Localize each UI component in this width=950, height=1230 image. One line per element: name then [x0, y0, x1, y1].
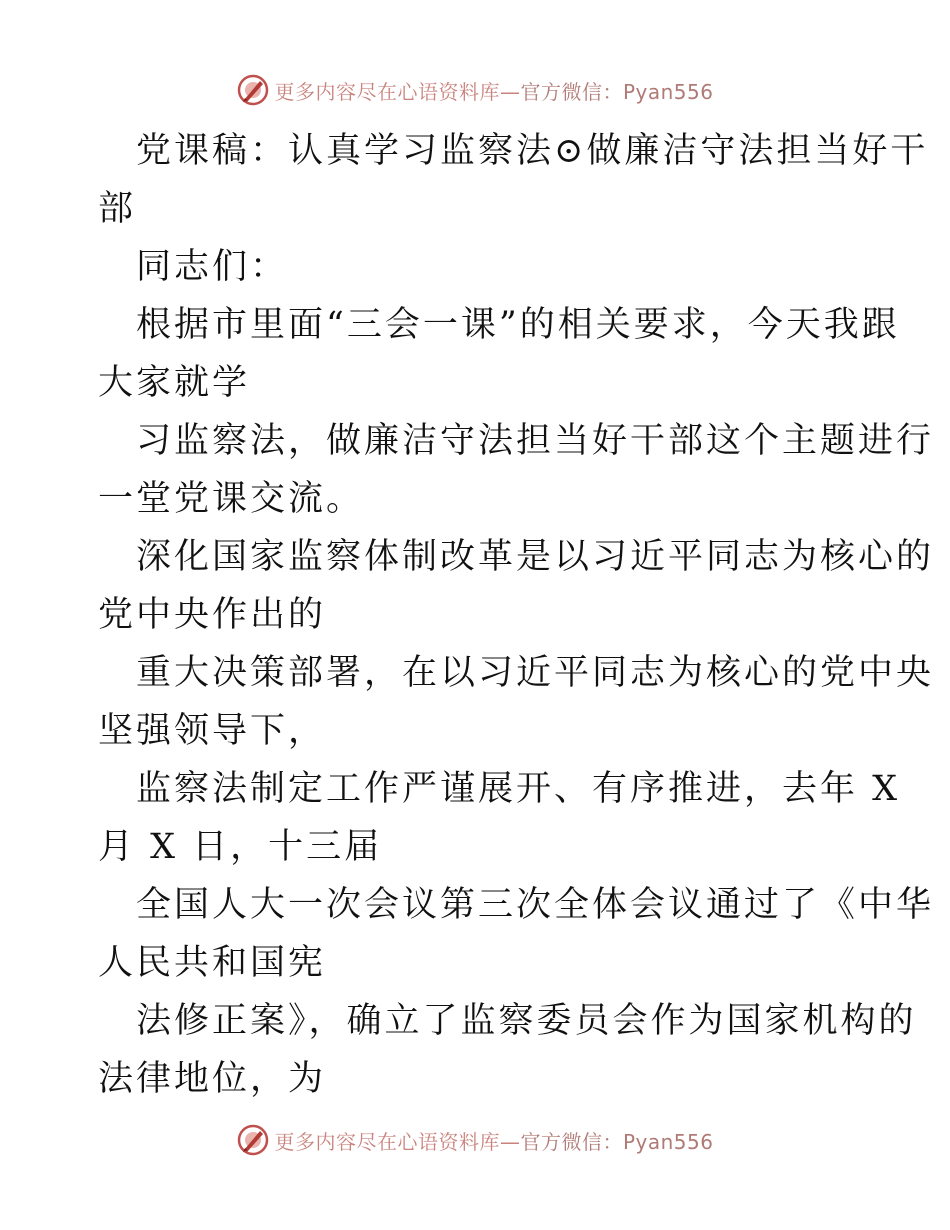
- paragraph-line: 一堂党课交流。: [98, 479, 365, 519]
- footer-watermark: [0, 1120, 950, 1160]
- watermark-separator: —: [499, 1129, 521, 1154]
- paragraph-line: 重大决策部署，在以习近平同志为核心的党中央: [136, 653, 935, 693]
- watermark-text: [274, 76, 713, 105]
- paragraph-line: 月 X 日，十三届: [98, 827, 383, 867]
- paragraph-line: 坚强领导下，: [98, 711, 327, 751]
- paragraph-line: 人民共和国宪: [98, 943, 327, 983]
- paragraph-line: 党中央作出的: [98, 595, 327, 635]
- header-watermark: [0, 70, 950, 110]
- document-body: [98, 122, 935, 1108]
- pen-logo-icon: [236, 1123, 270, 1157]
- paragraph-line: 习监察法，做廉洁守法担当好干部这个主题进行: [136, 421, 935, 461]
- paragraph-line: 深化国家监察体制改革是以习近平同志为核心的: [136, 537, 935, 577]
- watermark-wechat: 官方微信：Pyan556: [520, 79, 714, 104]
- paragraph-line: 根据市里面“三会一课”的相关要求，今天我跟: [136, 305, 900, 345]
- watermark-separator: —: [499, 79, 521, 104]
- watermark-brand: 更多内容尽在心语资料库: [274, 79, 500, 104]
- paragraph-line: 监察法制定工作严谨展开、有序推进，去年 X: [136, 769, 901, 809]
- watermark-text: [274, 1126, 713, 1155]
- paragraph-line: 大家就学: [98, 363, 251, 403]
- paragraph-line: 法修正案》，确立了监察委员会作为国家机构的: [136, 1001, 917, 1041]
- pen-logo-icon: [236, 73, 270, 107]
- document-title-line-1: 党课稿：认真学习监察法⊙做廉洁守法担当好干: [136, 131, 929, 171]
- watermark-wechat: 官方微信：Pyan556: [520, 1129, 714, 1154]
- watermark-brand: 更多内容尽在心语资料库: [274, 1129, 500, 1154]
- document-title-line-2: 部: [98, 189, 137, 229]
- salutation: 同志们：: [136, 247, 289, 287]
- paragraph-line: 法律地位，为: [98, 1059, 327, 1099]
- paragraph-line: 全国人大一次会议第三次全体会议通过了《中华: [136, 885, 935, 925]
